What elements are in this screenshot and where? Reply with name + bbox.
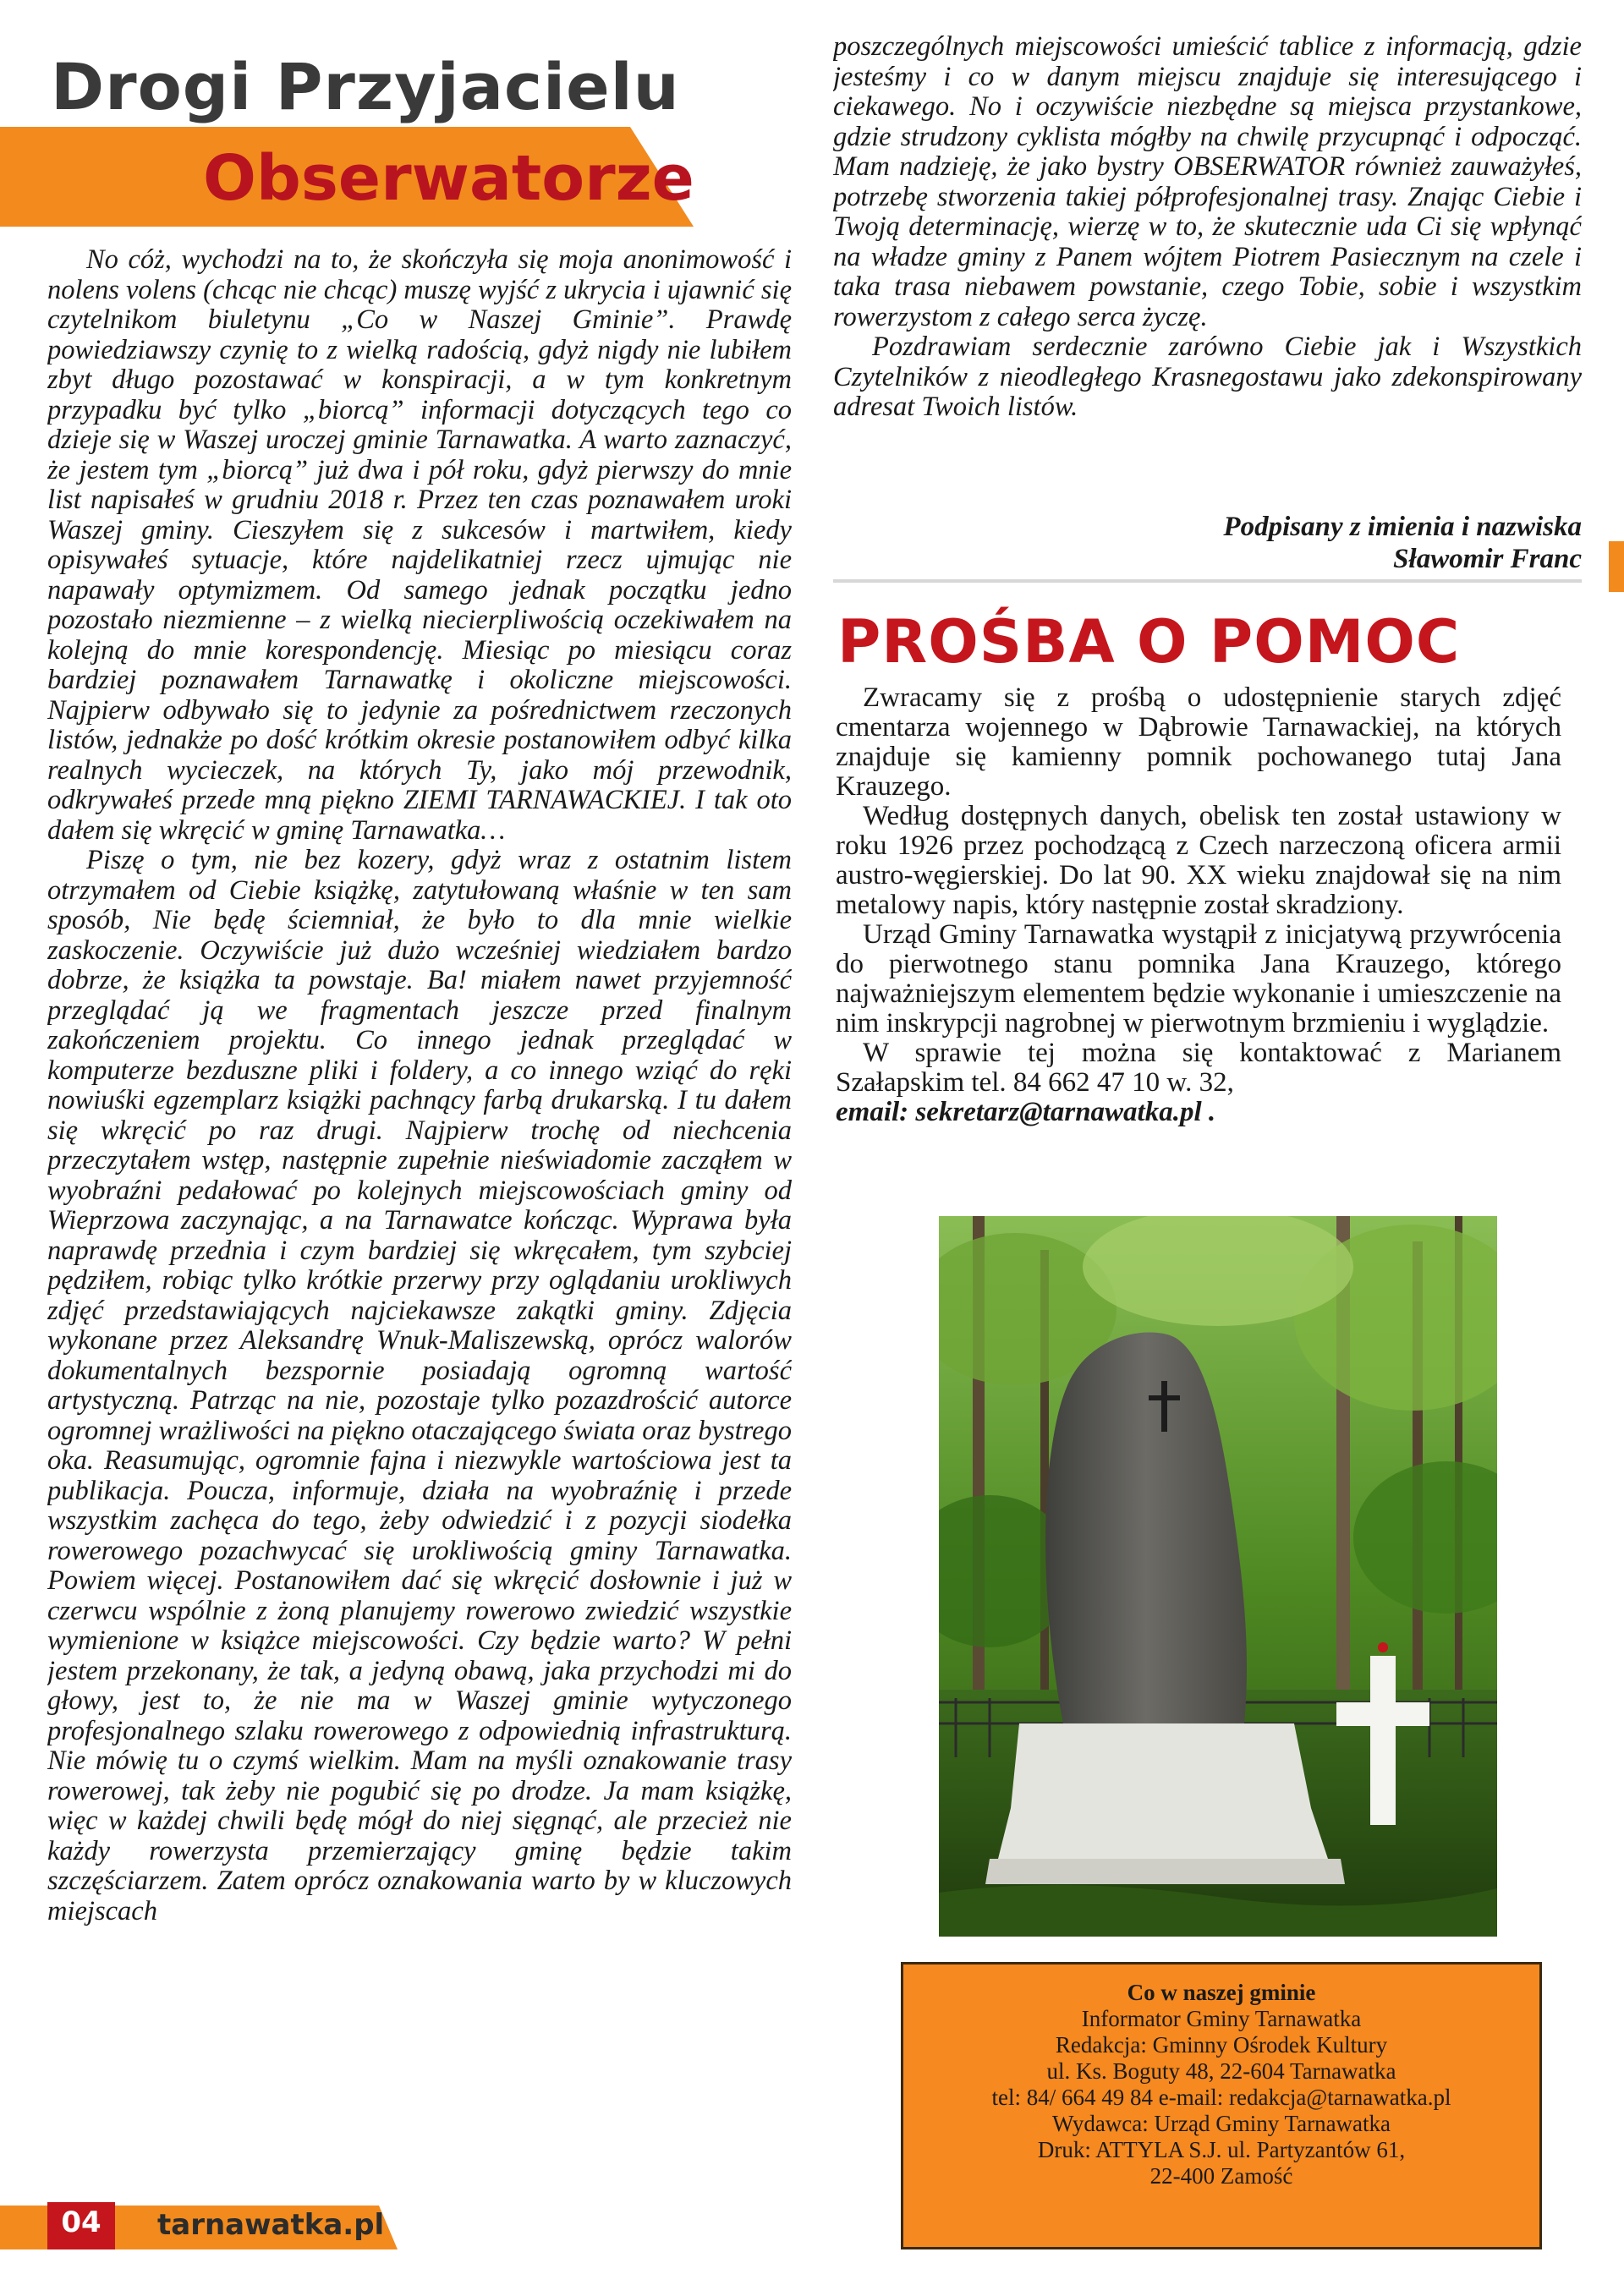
page-title: Drogi Przyjacielu [51,49,680,124]
imprint-line: tel: 84/ 664 49 84 e-mail: redakcja@tarnawatka.pl [991,2085,1451,2110]
imprint-line: Wydawca: Urząd Gminy Tarnawatka [1051,2111,1391,2136]
monument-illustration [939,1216,1497,1937]
section-divider [833,579,1582,583]
prosba-contact: W sprawie tej można się kontaktować z Marianem Szałapskim tel. 84 662 47 10 w. 32, [836,1038,1561,1098]
letter-right-column [833,32,1582,489]
imprint-title: Co w naszej gminie [1127,1980,1316,2005]
letter-paragraph: poszczególnych miejscowości umieścić tablice z informacją, gdzie jesteśmy i co w danym miejscu znajduje się interesującego i ciekawego. No i oczywiście niezbędne są miejsca przystankowe, gdzie strudzony cyklista mógłby na chwilę przycupnąć i odpocząć. Mam nadzieję, że jako bystry OBSERWATOR również zauważyłeś, potrzebę stworzenia takiej półprofesjonalnej trasy. Znając Ciebie i Twoją determinację, wierzę w to, że skutecznie uda Ci się wpłynąć na władze gminy z Panem wójtem Piotrem Pasiecznym na czele i taka trasa niebawem powstanie, czego Tobie, sobie i wszystkim rowerzystom z całego serca życzę. [833,32,1582,332]
letter-paragraph: Pozdrawiam serdecznie zarówno Ciebie jak i Wszystkich Czytelników z nieodległego Krasnegostawu jako zdekonspirowany adresat Twoich listów. [833,332,1582,422]
imprint-box [901,1962,1542,2249]
monument-photo [939,1216,1497,1937]
imprint-line: Informator Gminy Tarnawatka [1081,2006,1362,2031]
prosba-body [836,683,1561,1127]
prosba-paragraph: Według dostępnych danych, obelisk ten został ustawiony w roku 1926 przez pochodzącą z Czech narzeczoną oficera armii austro-węgierskiej. Do lat 90. XX wieku znajdował się na nim metalowy napis, który następnie został skradziony. [836,801,1561,920]
page-number: 04 [61,2206,102,2239]
prosba-email: email: sekretarz@tarnawatka.pl . [836,1097,1216,1127]
imprint-line: ul. Ks. Boguty 48, 22-604 Tarnawatka [1046,2058,1396,2084]
imprint-content [920,1980,1522,2189]
signature-line: Podpisany z imienia i nazwiska [1223,512,1582,542]
footer-site-link[interactable]: tarnawatka.pl [157,2208,385,2242]
prosba-paragraph: Urząd Gminy Tarnawatka wystąpił z inicjatywą przywrócenia do pierwotnego stanu pomnika Jana Krauzego, którego najważniejszym elementem będzie wykonanie i umieszczenie na nim inskrypcji nagrobnej w pierwotnym brzmieniu i wyglądzie. [836,919,1561,1038]
imprint-line: 22-400 Zamość [1149,2163,1293,2189]
imprint-line: Druk: ATTYLA S.J. ul. Partyzantów 61, [1037,2137,1406,2162]
signature-name: Sławomir Franc [1393,544,1582,574]
letter-left-column [47,245,792,2190]
letter-signature [833,511,1582,575]
edge-accent [1609,541,1624,592]
imprint-line: Redakcja: Gminny Ośrodek Kultury [1055,2032,1388,2058]
page-subtitle: Obserwatorze [203,142,694,215]
letter-paragraph: Piszę o tym, nie bez kozery, gdyż wraz z ostatnim listem otrzymałem od Ciebie książkę, zatytułowaną właśnie w ten sam sposób, Nie będę ściemniał, że było to dla mnie wielkie zaskoczenie. Oczywiście już dużo wcześniej wiedziałem bardzo dobrze, że książka ta powstaje. Ba! miałem nawet przyjemność przeglądać ją we fragmentach jeszcze przed finalnym zakończeniem projektu. Co innego jednak przeglądać w komputerze bezduszne pliki i foldery, a co innego wziąć do ręki nowiuśki egzemplarz książki pachnący farbą drukarską. I tu dałem się wkręcić po raz drugi. Najpierw trochę od niechcenia przeczytałem wstęp, następnie zupełnie nieświadomie zacząłem w wyobraźni pedałować po kolejnych miejscowościach gminy od Wieprzowa zaczynając, a na Tarnawatce kończąc. Wyprawa była naprawdę przednia i czym bardziej się wkręcałem, tym szybciej pędziłem, robiąc tylko krótkie przerwy przy oglądaniu urokliwych zdjęć przedstawiających najciekawsze zakątki gminy. Zdjęcia wykonane przez Aleksandrę Wnuk-Maliszewską, oprócz walorów dokumentalnych bezspornie posiadają ogromną wartość artystyczną. Patrząc na nie, pozostaje tylko pozazdrościć autorce ogromnej wrażliwości na piękno otaczającego świata oraz bystrego oka. Reasumując, ogromnie fajna i niezwykle wartościowa jest ta publikacja. Poucza, informuje, działa na wyobraźnię i przede wszystkim zachęca do tego, żeby odwiedzić i z pozycji siodełka rowerowego pozachwycać się urokliwością gminy Tarnawatka. Powiem więcej. Postanowiłem dać się wkręcić dosłownie i już w czerwcu wspólnie z żoną planujemy rowerowo zwiedzić wszystkie wymienione w książce miejscowości. Czy będzie warto? W pełni jestem przekonany, że tak, a jedyną obawą, jaka przychodzi mi do głowy, jest to, że nie ma w Waszej gminie wytyczonego profesjonalnego szlaku rowerowego z odpowiednią infrastrukturą. Nie mówię tu o czymś wielkim. Mam na myśli oznakowanie trasy rowerowej, tak żeby nie pogubić się po drodze. Ja mam książkę, więc w każdej chwili będę mógł do niej sięgnąć, ale przecież nie każdy rowerzysta przemierzający gminę będzie takim szczęściarzem. Zatem oprócz oznakowania warto by w kluczowych miejscach [47,845,792,1926]
section-title: PROŚBA O POMOC [837,607,1461,677]
letter-paragraph: No cóż, wychodzi na to, że skończyła się moja anonimowość i nolens volens (chcąc nie chcąc) muszę wyjść z ukrycia i ujawnić się czytelnikom biuletynu „Co w Naszej Gminie”. Prawdę powiedziawszy czynię to z wielką radością, gdyż nigdy nie lubiłem zbyt długo pozostawać w konspiracji, a w tym konkretnym przypadku być tylko „biorcą” informacji dotyczących tego co dzieje się w Waszej uroczej gminie Tarnawatka. A warto zaznaczyć, że jestem tym „biorcą” już dwa i pół roku, gdyż pierwszy do mnie list napisałeś w grudniu 2018 r. Przez ten czas poznawałem uroki Waszej gminy. Cieszyłem się z sukcesów i martwiłem, kiedy opisywałeś sytuacje, które najdelikatniej rzecz ujmując nie napawały optymizmem. Od samego jednak początku jedno pozostało niezmienne – z wielką niecierpliwością oczekiwałem na kolejną do mnie korespondencję. Miesiąc po miesiącu coraz bardziej poznawałem Tarnawatkę i okoliczne miejscowości. Najpierw odbywało się to jedynie za pośrednictwem rzeczonych listów, jednakże po dość krótkim okresie postanowiłem odbyć kilka realnych wycieczek, na których Ty, jako mój przewodnik, odkrywałeś przede mną piękno ZIEMI TARNAWACKIEJ. I tak oto dałem się wkręcić w gminę Tarnawatka… [47,245,792,846]
prosba-paragraph: Zwracamy się z prośbą o udostępnienie starych zdjęć cmentarza wojennego w Dąbrowie Tarnawackiej, na których znajduje się kamienny pomnik pochowanego tutaj Jana Krauzego. [836,682,1561,802]
